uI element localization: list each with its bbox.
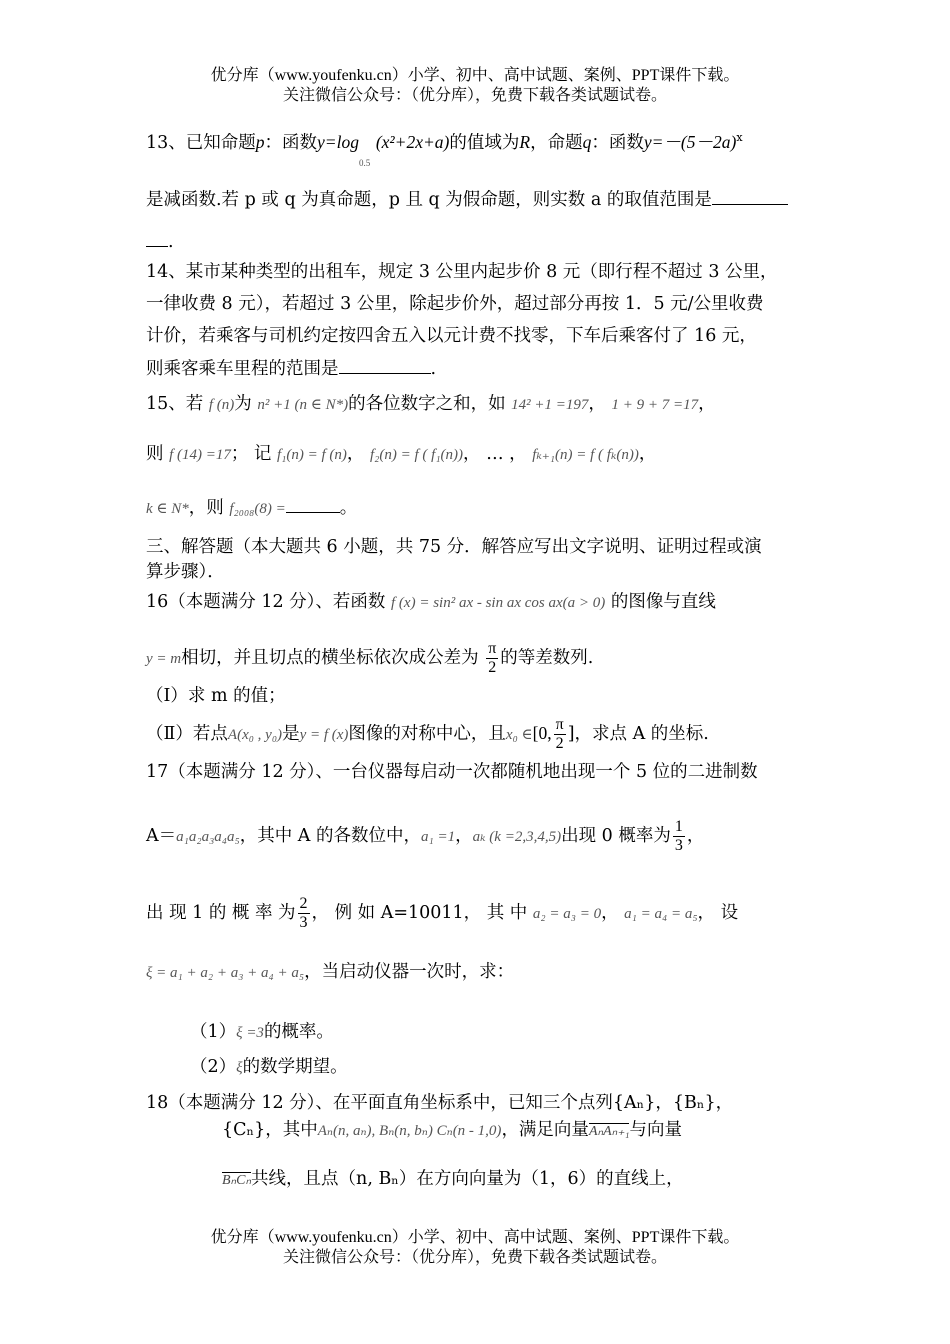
q17-sub-1: （1）ξ =3的概率。 — [190, 1022, 334, 1042]
q18-line-2: {Cₙ}，其中Aₙ(n, aₙ), Bₙ(n, bₙ) Cₙ(n - 1,0)，满足向量AₙAₙ₊₁与向量 — [222, 1120, 682, 1140]
section-3-line-2: 算步骤）． — [146, 562, 225, 582]
section-3-line-1: 三、解答题（本大题共 6 小题，共 75 分．解答应写出文字说明、证明过程或演 — [146, 537, 762, 557]
q16-fraction: $\frac{\pi}{2}$ — [488, 640, 497, 676]
q15-line-1: 15、若 f (n)为 n² +1 (n ∈ N*)的各位数字之和，如 14² +1 =197， 1 + 9 + 7 =17， — [146, 394, 716, 414]
q13-line-1: 13、已知命题p：函数$y=\log_{0.5}$ (x²+2x+a)的值域为R，命题q：函数$y=-(5-2a)^x$ — [146, 131, 743, 168]
header-line-2: 关注微信公众号：（优分库），免费下载各类试题试卷。 — [282, 87, 667, 104]
q14-line-2: 一律收费 8 元），若超过 3 公里，除起步价外，超过部分再按 1．5 元/公里收费 — [146, 294, 764, 314]
q17-fraction-2-3: $\frac{2}{3}$ — [299, 895, 308, 931]
q14-line-4: 则乘客乘车里程的范围是 . — [146, 355, 816, 381]
q18-line-1: 18（本题满分 12 分）、在平面直角坐标系中，已知三个点列{Aₙ}，{Bₙ}， — [146, 1093, 734, 1113]
q16-part-2: （Ⅱ）若点A(x₀ , y₀)是y = f (x)图像的对称中心，且x₀ ∈[0, $\frac{\pi}{2}$ ]，求点 A 的坐标. — [146, 716, 709, 752]
q16-line-2: y = m相切，并且切点的横坐标依次成公差为 $\frac{\pi}{2}$ 的等差数列. — [146, 640, 594, 676]
q13-line-2: 是减函数.若 p 或 q 为真命题，p 且 q 为假命题，则实数 a 的取值范围是 — [146, 186, 816, 212]
header-line-1: 优分库（www.youfenku.cn）小学、初中、高中试题、案例、PPT课件下载。 — [210, 67, 740, 84]
q17-sub-2: （2）ξ的数学期望。 — [190, 1057, 348, 1077]
q15-line-2: 则 f (14) =17； 记 f₁(n) = f (n)， f₂(n) = f ( f₁(n))， … ， fₖ₊₁(n) = f ( fₖ(n))， — [146, 444, 657, 464]
q17-line-2: A＝a₁a₂a₃a₄a₅，其中 A 的各数位中，a₁ =1，aₖ (k =2,3,4,5)出现 0 概率为 $\frac{1}{3}$ ， — [146, 818, 705, 854]
footer-line-1: 优分库（www.youfenku.cn）小学、初中、高中试题、案例、PPT课件下载。 — [210, 1229, 740, 1246]
q13-line-3: . — [146, 228, 816, 254]
q15-line-3: k ∈ N*，则 f₂₀₀₈(8) = 。 — [146, 498, 358, 518]
q17-line-1: 17（本题满分 12 分）、一台仪器每启动一次都随机地出现一个 5 位的二进制数 — [146, 762, 758, 782]
q17-line-3: 出 现 1 的 概 率 为 $\frac{2}{3}$ ， 例 如 A=10011， 其 中 a₂ = a₃ = 0， a₁ = a₄ = a₅， 设 — [146, 895, 739, 931]
q17-line-4: ξ = a₁ + a₂ + a₃ + a₄ + a₅，当启动仪器一次时，求： — [146, 962, 515, 982]
q14-line-1: 14、某市某种类型的出租车，规定 3 公里内起步价 8 元（即行程不超过 3 公里， — [146, 262, 778, 282]
q16-line-1: 16（本题满分 12 分）、若函数 f (x) = sin² ax - sin ax cos ax(a > 0) 的图像与直线 — [146, 592, 716, 612]
vector-an-an1: AₙAₙ₊₁ — [588, 1124, 630, 1139]
footer-line-2: 关注微信公众号：（优分库），免费下载各类试题试卷。 — [282, 1249, 667, 1266]
q18-line-3: BₙCₙ共线，且点（n, Bₙ）在方向向量为（1，6）的直线上， — [222, 1169, 684, 1189]
q16-part2-fraction: $\frac{\pi}{2}$ — [555, 716, 564, 752]
q14-line-3: 计价，若乘客与司机约定按四舍五入以元计费不找零，下车后乘客付了 16 元， — [146, 326, 757, 346]
q16-part-1: （Ⅰ）求 m 的值； — [146, 686, 286, 706]
vector-bn-cn: BₙCₙ — [222, 1173, 252, 1188]
q17-fraction-1-3: $\frac{1}{3}$ — [674, 818, 683, 854]
